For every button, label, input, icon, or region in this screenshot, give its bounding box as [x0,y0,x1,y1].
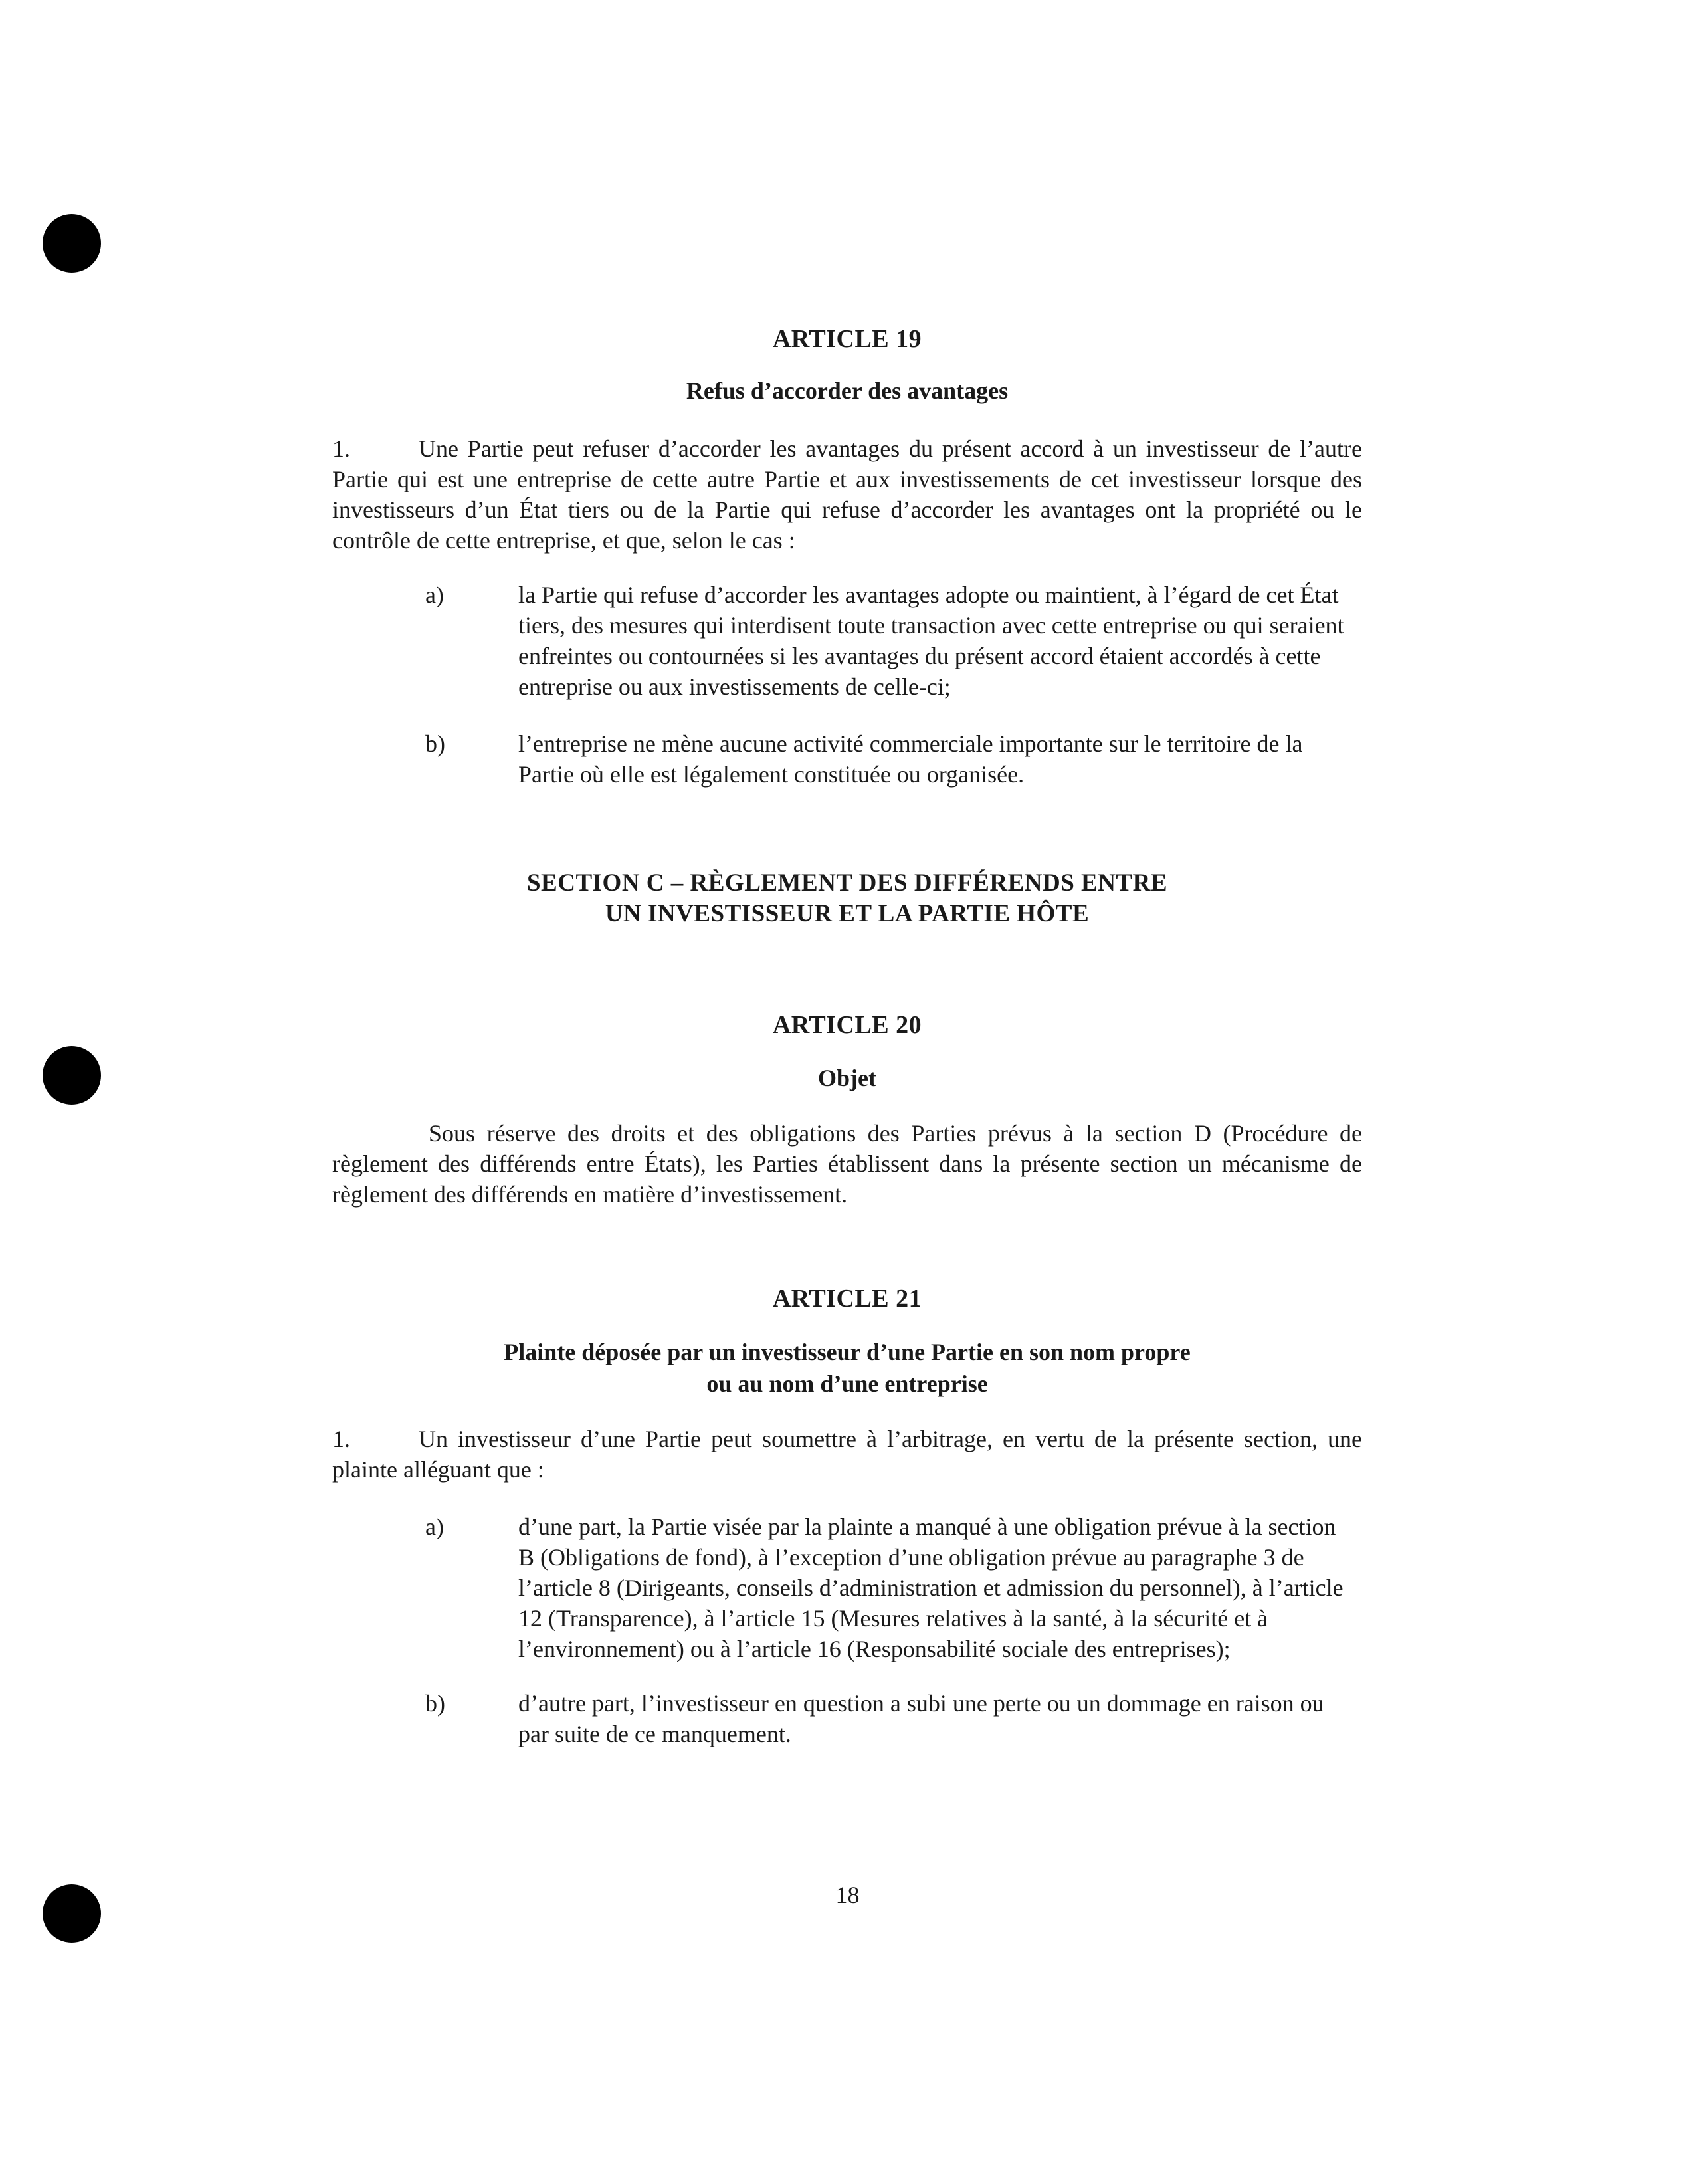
article-20-heading: ARTICLE 20 [772,1011,922,1039]
section-c-heading [332,868,1362,929]
article-21-title-line-1: Plainte déposée par un investisseur d’une Partie en son nom propre [504,1339,1191,1365]
paragraph-text: Une Partie peut refuser d’accorder les avantages du présent accord à un investisseur de l’autre Partie qui est une entreprise de cette autre Partie et aux investissements de cet investisseur lorsque des investisseurs d’un État tiers ou de la Partie qui refuse d’accorder les avantages ont la propriété ou le contrôle de cette entreprise, et que, selon le cas : [332,435,1362,554]
paragraph-text: Un investisseur d’une Partie peut soumettre à l’arbitrage, en vertu de la présente section, une plainte alléguant que : [332,1426,1362,1483]
section-c-line-2: UN INVESTISSEUR ET LA PARTIE HÔTE [605,900,1090,927]
list-item [332,728,1362,790]
list-item [332,1688,1362,1749]
article-21-title [332,1336,1362,1400]
paragraph-number: 1. [332,435,350,462]
section-c-line-1: SECTION C – RÈGLEMENT DES DIFFÉRENDS ENTRE [526,869,1167,897]
page-number: 18 [835,1882,860,1908]
punch-hole-top [43,214,101,273]
article-20-title: Objet [818,1065,876,1091]
article-19-list [332,580,1362,790]
article-21-paragraph-1 [332,1424,1362,1485]
article-21-title-line-2: ou au nom d’une entreprise [706,1370,988,1397]
article-20-paragraph: Sous réserve des droits et des obligations des Parties prévus à la section D (Procédure de règlement des différends entre États), les Parties établissent dans la présente section un mécanisme de règlement des différends en matière d’investissement. [332,1120,1362,1208]
article-19-heading: ARTICLE 19 [772,325,922,353]
list-marker: a) [425,1513,444,1540]
list-marker: a) [425,582,444,608]
article-19-paragraph-1 [332,433,1362,556]
article-21-list [332,1511,1362,1749]
list-marker: b) [425,1690,445,1717]
article-19-title: Refus d’accorder des avantages [686,378,1009,404]
document-body [332,319,1362,1749]
list-item [332,1511,1362,1664]
paragraph-number: 1. [332,1426,350,1452]
list-text: l’entreprise ne mène aucune activité commerciale importante sur le territoire de la Partie où elle est légalement constituée ou organisée. [518,730,1303,788]
list-text: la Partie qui refuse d’accorder les avantages adopte ou maintient, à l’égard de cet État tiers, des mesures qui interdisent toute transaction avec cette entreprise ou qui seraient enfreintes ou contournées si les avantages du présent accord étaient accordés à cette entreprise ou aux investissements de celle-ci; [518,582,1344,700]
list-text: d’une part, la Partie visée par la plainte a manqué à une obligation prévue à la section B (Obligations de fond), à l’exception d’une obligation prévue au paragraphe 3 de l’article 8 (Dirigeants, conseils d’administration et admission du personnel), à l’article 12 (Transparence), à l’article 15 (Mesures relatives à la santé, à la sécurité et à l’environnement) ou à l’article 16 (Responsabilité sociale des entreprises); [518,1513,1344,1662]
article-21-heading: ARTICLE 21 [772,1285,922,1313]
list-item [332,580,1362,702]
list-text: d’autre part, l’investisseur en question a subi une perte ou un dommage en raison ou par suite de ce manquement. [518,1690,1324,1747]
punch-hole-middle [43,1046,101,1105]
list-marker: b) [425,730,445,757]
